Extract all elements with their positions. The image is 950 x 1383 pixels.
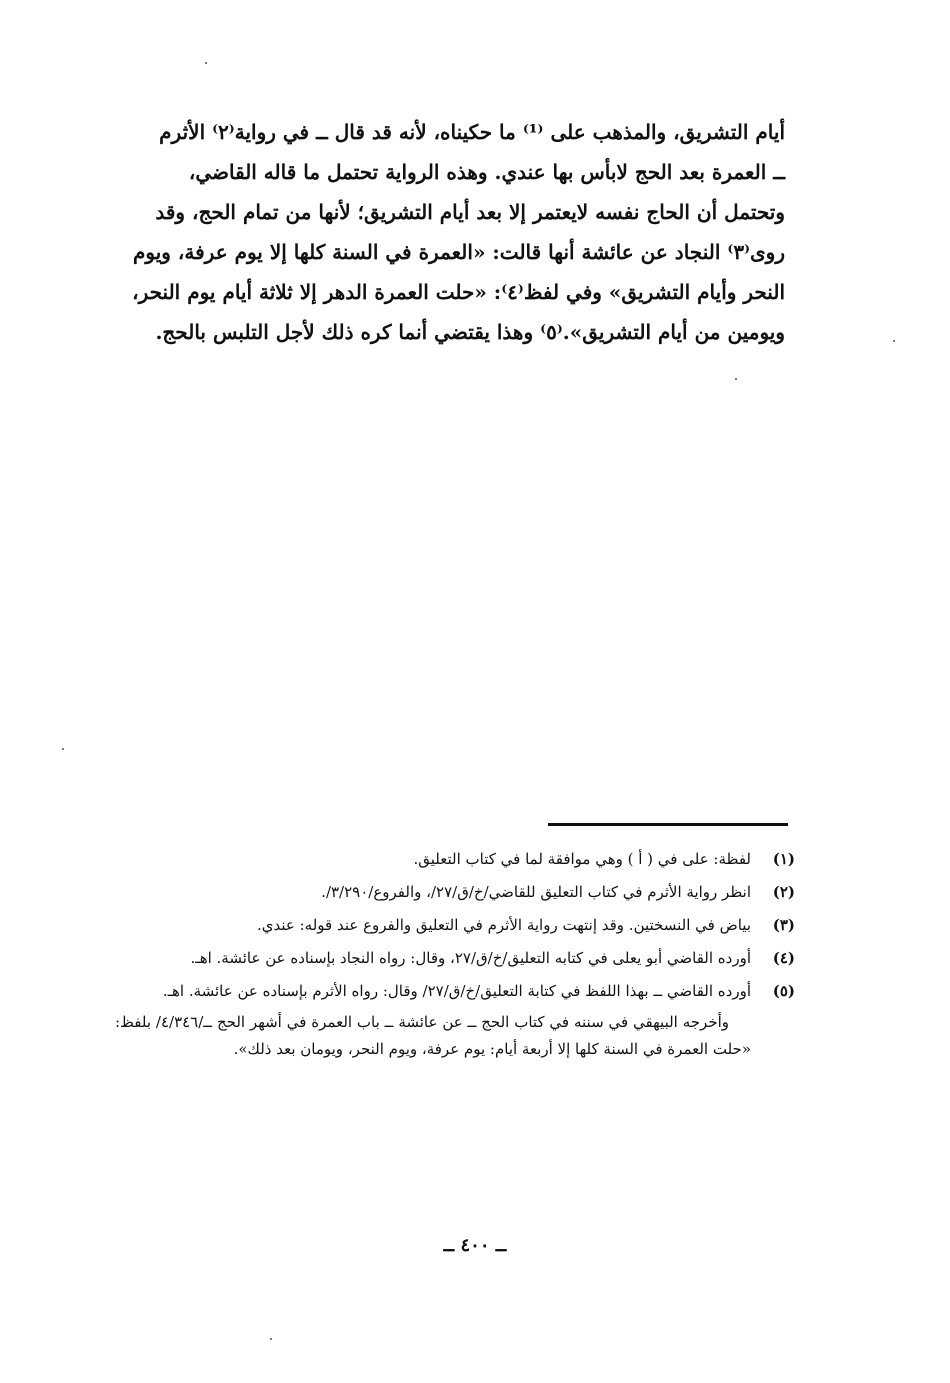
scan-speck	[270, 1338, 272, 1340]
footnotes-section	[115, 846, 795, 1069]
footnote-number: (٣)	[772, 916, 795, 934]
main-text-line: ويومين من أيام التشريق».⁽٥⁾ وهذا يقتضي أنما كره ذلك لأجل التلبس بالحج.	[155, 320, 785, 344]
main-text-line: وتحتمل أن الحاج نفسه لايعتمر إلا بعد أيام التشريق؛ لأنها من تمام الحج، وقد	[155, 200, 785, 224]
footnote-number: (٤)	[772, 949, 795, 967]
footnote-body	[115, 879, 751, 906]
footnote-text: وأخرجه البيهقي في سننه في كتاب الحج ــ عن عائشة ــ باب العمرة في أشهر الحج ــ/٤/٣٤٦/ بلفظ: «حلت العمرة في السنة كلها إلا أربعة أيام: يوم عرفة، ويوم النحر، ويومان بعد ذلك».	[115, 1013, 751, 1058]
page-number: ــ ٤٠٠ ــ	[443, 1235, 507, 1256]
main-text-line: روى⁽٣⁾ النجاد عن عائشة أنها قالت: «العمرة في السنة كلها إلا يوم عرفة، ويوم	[133, 240, 785, 264]
footnote-number: (٥)	[772, 982, 795, 1000]
footnote-body	[115, 846, 751, 873]
footnote-body	[115, 912, 751, 939]
scan-speck	[735, 378, 737, 380]
scan-speck	[205, 62, 207, 64]
footnote-body	[115, 945, 751, 972]
scan-speck	[62, 748, 64, 750]
footnote-item	[115, 846, 795, 873]
main-text-line: النحر وأيام التشريق» وفي لفظ⁽٤⁾: «حلت العمرة الدهر إلا ثلاثة أيام يوم النحر،	[132, 280, 785, 304]
footnote-text: أورده القاضي أبو يعلى في كتابه التعليق/خ/ق/٢٧، وقال: رواه النجاد بإسناده عن عائشة. اهـ.	[190, 949, 751, 967]
footnote-item	[115, 978, 795, 1063]
footnote-number: (١)	[772, 850, 795, 868]
scan-speck	[893, 340, 895, 342]
main-text-line: أيام التشريق، والمذهب على ⁽¹⁾ ما حكيناه، لأنه قد قال ــ في رواية⁽٢⁾ الأثرم	[159, 120, 785, 144]
footnote-text: أورده القاضي ــ بهذا اللفظ في كتابة التعليق/خ/ق/٢٧/ وقال: رواه الأثرم بإسناده عن عائشة. اهـ.	[162, 982, 751, 1000]
main-text-block	[115, 112, 785, 352]
footnote-item	[115, 879, 795, 906]
footnote-item	[115, 945, 795, 972]
footnote-number: (٢)	[772, 883, 795, 901]
main-text-line: ــ العمرة بعد الحج لابأس بها عندي. وهذه الرواية تحتمل ما قاله القاضي،	[188, 160, 785, 184]
footnote-separator	[548, 823, 788, 826]
footnote-text: لفظة: على في ( أ ) وهي موافقة لما في كتاب التعليق.	[413, 850, 751, 868]
footnote-text: انظر رواية الأثرم في كتاب التعليق للقاضي/خ/ق/٢٧/، والفروع/٣/٢٩٠/.	[321, 883, 751, 901]
footnote-text: بياض في النسختين. وقد إنتهت رواية الأثرم في التعليق والفروع عند قوله: عندي.	[256, 916, 751, 934]
footnote-item	[115, 912, 795, 939]
footnote-body	[115, 978, 751, 1063]
